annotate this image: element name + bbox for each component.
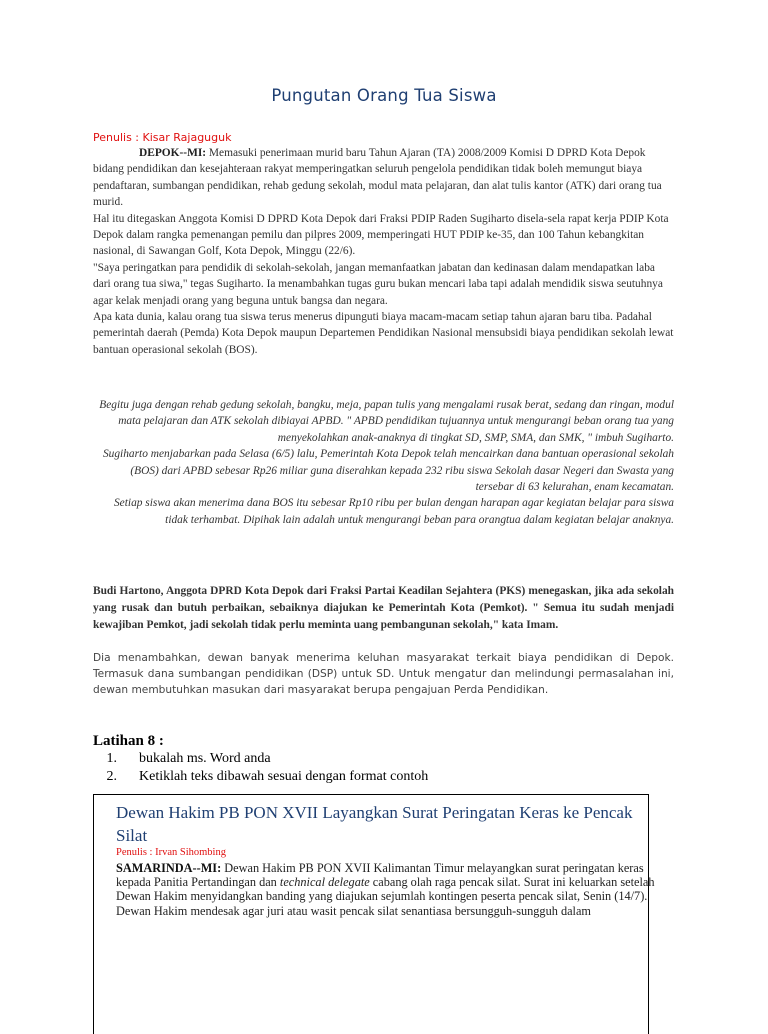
step-text: bukalah ms. Word anda bbox=[139, 751, 271, 766]
sample-text-italic: technical delegate bbox=[279, 875, 370, 890]
step-number: 1. bbox=[106, 751, 117, 766]
paragraph-3: "Saya peringatkan para pendidik di sekolah-sekolah, jangan memanfaatkan jabatan dan kedinasan dalam mendapatkan laba dari orang tua siwa," tegas Sugiharto. Ia menambahkan tugas guru bukan mencari laba tapi adalah mendidik siswa seutuhnya agar kelak menjadi orang yang beguna untuk bangsa dan negara. bbox=[93, 261, 663, 307]
italic-paragraph-3: Setiap siswa akan menerima dana BOS itu sebesar Rp10 ribu per bulan dengan harapan agar kegiatan belajar para siswa tidak terhambat. Dipihak lain adalah untuk mengurangi beban para orangtua dalam kegiatan belajar anaknya. bbox=[113, 497, 674, 526]
article-author: Penulis : Kisar Rajaguguk bbox=[93, 131, 232, 144]
italic-paragraph-2: Sugiharto menjabarkan pada Selasa (6/5) lalu, Pemerintah Kota Depok telah mencairkan dana bantuan operasional sekolah (BOS) dari APBD sebesar Rp26 miliar guna diserahkan kepada 232 ribu siswa Sekolah dasar Negeri dan Swasta yang tersebar di 63 kelurahan, enam kecamatan. bbox=[102, 448, 674, 494]
exercise-heading: Latihan 8 : bbox=[93, 733, 164, 749]
article-title: Pungutan Orang Tua Siswa bbox=[271, 86, 497, 105]
step-number: 2. bbox=[106, 768, 117, 784]
paragraph-lead bbox=[93, 145, 674, 211]
sample-text-b: cabang olah raga pencak silat. Surat ini keluarkan setelah Dewan Hakim menyidangkan banding yang diajukan sejumlah kontingen peserta pencak silat, Senin (14/7). bbox=[116, 875, 655, 904]
sample-dateline: SAMARINDA--MI: bbox=[116, 861, 222, 875]
paragraph-2: Hal itu ditegaskan Anggota Komisi D DPRD Kota Depok dari Fraksi PDIP Raden Sugiharto disela-sela rapat kerja PDIP Kota Depok dalam rangka pemenangan pemilu dan pilpres 2009, memperingati HUT PDIP ke-35, dan 100 Tahun kebangkitan nasional, di Sawangan Golf, Kota Depok, Minggu (22/6). bbox=[93, 212, 669, 258]
sample-body bbox=[116, 861, 674, 918]
paragraph-4: Apa kata dunia, kalau orang tua siswa terus menerus dipunguti biaya macam-macam setiap tahun ajaran baru tiba. Padahal pemerintah daerah (Pemda) Kota Depok maupun Departemen Pendidikan Nasional mensubsidi biaya pendidikan sekolah lewat bantuan operasional sekolah (BOS). bbox=[93, 311, 674, 356]
sample-paragraph-2: Dewan Hakim mendesak agar juri atau wasit pencak silat senantiasa bersungguh-sungguh dalam bbox=[116, 903, 591, 918]
sample-paragraph-1 bbox=[116, 861, 674, 904]
exercise-step bbox=[93, 750, 428, 768]
sample-text-a: Dewan Hakim PB PON XVII Kalimantan Timur melayangkan surat peringatan keras kepada Panitia Pertandingan dan bbox=[116, 861, 644, 890]
exercise-step bbox=[93, 768, 428, 786]
step-text: Ketiklah teks dibawah sesuai dengan format contoh bbox=[139, 768, 429, 784]
dateline: DEPOK--MI: bbox=[139, 147, 207, 159]
italic-block bbox=[93, 397, 674, 528]
bold-paragraph: Budi Hartono, Anggota DPRD Kota Depok dari Fraksi Partai Keadilan Sejahtera (PKS) menegaskan, jika ada sekolah yang rusak dan butuh perbaikan, sebaiknya diajukan ke Pemerintah Kota (Pemkot). " Semua itu sudah menjadi kewajiban Pemkot, jadi sekolah tidak perlu meminta uang pembangunan sekolah," kata Imam. bbox=[93, 585, 674, 631]
closing-paragraph: Dia menambahkan, dewan banyak menerima keluhan masyarakat terkait biaya pendidikan di Depok. Termasuk dana sumbangan pendidikan (DSP) untuk SD. Untuk mengatur dan melindungi permasalahan ini, dewan membutuhkan masukan dari masyarakat berupa pengajuan Perda Pendidikan. bbox=[93, 652, 674, 696]
exercise-steps bbox=[93, 750, 428, 785]
sample-title: Dewan Hakim PB PON XVII Layangkan Surat Peringatan Keras ke Pencak Silat bbox=[116, 803, 633, 845]
italic-paragraph-1: Begitu juga dengan rehab gedung sekolah, bangku, meja, papan tulis yang mengalami rusak berat, sedang dan ringan, modul mata pelajaran dan ATK sekolah dibiayai APBD. " APBD pendidikan tujuannya untuk mengurangi beban orang tua yang menyekolahkan anak-anaknya di tingkat SD, SMP, SMA, dan SMK, " imbuh Sugiharto. bbox=[99, 399, 674, 444]
sample-article-box bbox=[93, 794, 655, 1034]
paragraph-1: Memasuki penerimaan murid baru Tahun Ajaran (TA) 2008/2009 Komisi D DPRD Kota Depok bidang pendidikan dan kesejahteraan rakyat memperingatkan seluruh pengelola pendidikan tidak boleh memungut biaya pendaftaran, sumbangan pendidikan, rehab gedung sekolah, modul mata pelajaran, dan alat tulis kantor (ATK) dari orang tua murid. bbox=[93, 147, 662, 209]
sample-author: Penulis : Irvan Sihombing bbox=[116, 847, 226, 858]
article-body bbox=[93, 145, 674, 358]
